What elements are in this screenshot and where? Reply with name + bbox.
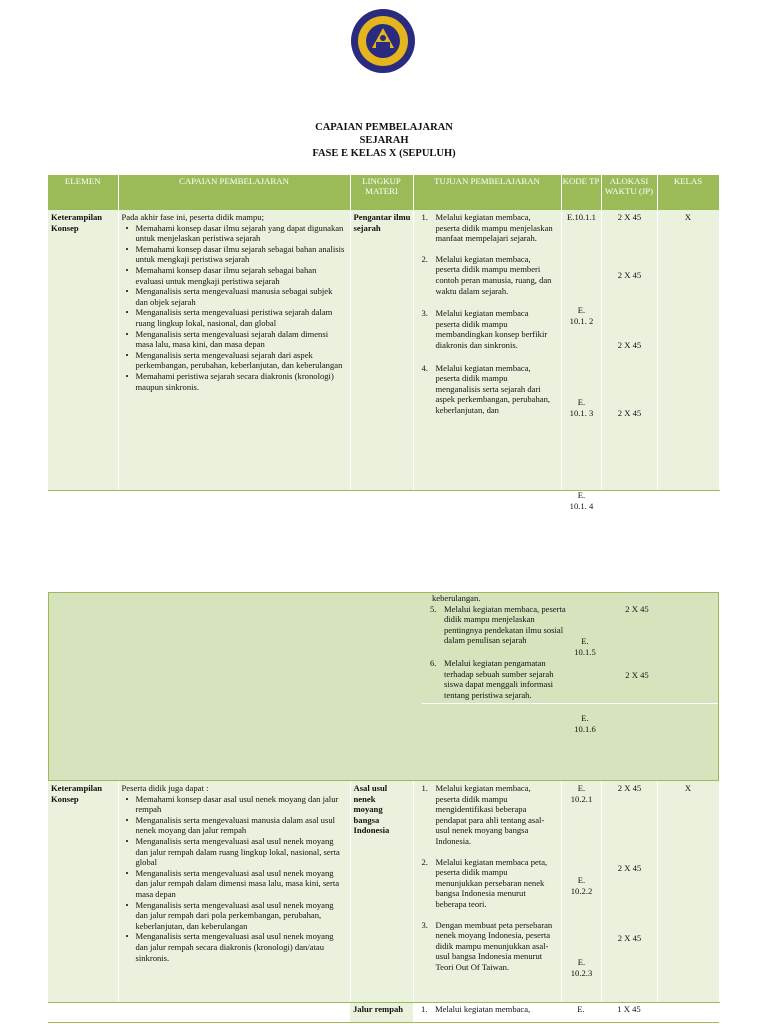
table-row [48,1002,719,1022]
capaian-cell [118,210,350,490]
kode-cell [561,210,601,511]
alokasi-value: 2 X 45 [617,340,642,350]
alokasi-value: 2 X 45 [625,670,649,680]
lingkup-cell: Asal usul nenek moyang bangsa Indonesia [350,781,413,1002]
elemen-cell: Keterampilan Konsep [48,781,118,1002]
alokasi-cell [601,781,657,1002]
capaian-intro: Pada akhir fase ini, peserta didik mampu; [121,212,264,222]
elemen-cell: Keterampilan Konsep [48,210,118,490]
table-row [48,781,719,1002]
continuation-block [48,592,719,781]
row-divider [422,703,718,704]
kode-value: E. 10.1. 2 [569,305,594,326]
alokasi-value: 2 X 45 [617,270,642,280]
list-item: • Menganalisis serta mengevaluasi manusia sebagai subjek dan objek sejarah [136,286,346,307]
header-tujuan: TUJUAN PEMBELAJARAN [413,175,561,210]
tujuan-list [422,604,570,701]
list-item: 1. Melalui kegiatan membaca, peserta didik mampu menjelaskan manfaat mempelajari sejarah. [421,212,553,244]
tujuan-list [420,212,555,416]
kode-value: E. 10.2.3 [570,957,593,978]
alokasi-cell [601,210,657,490]
header-lingkup: LINGKUP MATERI [350,175,413,210]
kelas-cell: X [657,210,719,490]
list-item: 3. Dengan membuat peta persebaran nenek moyang Indonesia, peserta didik mampu menunjukkan asal-usul bangsa Indonesia menurut Teori Out Of Taiwan. [421,919,553,972]
list-item: 1. Melalui kegiatan membaca, [421,1003,531,1014]
header-kode: KODE TP [561,175,601,210]
table-row [48,210,719,490]
list-item: • Menganalisis serta mengevaluasi peristiwa sejarah dalam ruang lingkup lokal, nasional, dan global [136,307,346,328]
alokasi-value: 2 X 45 [625,604,649,614]
tujuan-cell [413,1002,561,1022]
kode-value: E. 10.1.5 [574,636,596,657]
kelas-cell: X [657,781,719,1002]
capaian-list [122,223,346,393]
capaian-list [122,794,346,964]
doc-subject: SEJARAH [359,135,409,146]
alokasi-value: 2 X 45 [617,408,642,418]
header-elemen: ELEMEN [48,175,118,210]
kode-value: E. 10.1.6 [574,713,596,734]
header-kelas: KELAS [657,175,719,210]
list-item: • Menganalisis serta mengevaluasi asal usul nenek moyang dan jalur rempah secara diakronis (kronologi) dan/atau sinkronis. [136,931,346,963]
alokasi-value: 2 X 45 [617,933,642,943]
list-item: • Menganalisis serta mengevaluasi manusia dalam asal usul nenek moyang dan jalur rempah [136,815,346,836]
list-item: • Memahami peristiwa sejarah secara diakronis (kronologi) maupun sinkronis. [136,371,346,392]
tujuan-cell [413,781,561,1002]
alokasi-value: 2 X 45 [617,863,642,873]
list-item: • Menganalisis serta mengevaluasi sejarah dari aspek perkembangan, perubahan, keberlanjutan, dan keberulangan [136,350,346,371]
list-item: • Memahami konsep dasar asal usul nenek moyang dan jalur rempah [136,794,346,815]
curriculum-table [48,175,720,511]
capaian-cell [118,781,350,1002]
list-item: 3. Melalui kegiatan membaca peserta didik mampu membandingkan konsep berfikir diakronis dan sinkronis. [421,308,548,350]
table-header-row [48,175,719,210]
kode-value: E. [561,1002,601,1022]
list-item: 2. Melalui kegiatan membaca, peserta didik mampu memberi contoh peran manusia, ruang, dan waktu dalam sejarah. [421,253,552,296]
header-alokasi: ALOKASI WAKTU (JP) [601,175,657,210]
lingkup-cell: Jalur rempah [350,1002,413,1022]
kode-value: E.10.1.1 [567,212,596,222]
list-item: 6. Melalui kegiatan pengamatan terhadap sebuah sumber sejarah siswa dapat menggali informasi tentang peristiwa sejarah. [430,657,554,700]
kode-cell [561,781,601,1002]
kode-value: E. 10.2.1 [570,783,593,804]
alokasi-value: 1 X 45 [601,1002,657,1022]
list-item: • Memahami konsep dasar ilmu sejarah sebagai bahan analisis untuk mengkaji peristiwa sejarah [136,244,346,265]
kode-value: E. 10.1. 3 [569,397,594,418]
alokasi-value: 2 X 45 [617,212,642,222]
kode-value: E. 10.1. 4 [569,490,594,511]
list-item: • Menganalisis serta mengevaluasi asal usul nenek moyang dan jalur rempah dari pola perkembangan, perubahan, keberlanjutan, dan keberulangan [136,900,346,932]
alokasi-value: 2 X 45 [617,783,642,793]
university-logo [350,8,416,74]
list-item: 5. Melalui kegiatan membaca, peserta didik mampu menjelaskan pentingnya pendekatan ilmu sosial dalam penulisan sejarah [430,603,566,646]
list-item: • Menganalisis serta mengevaluasi asal usul nenek moyang dan jalur rempah dalam ruang lingkup lokal, nasional, serta global [136,836,346,868]
tujuan-cell [413,210,561,490]
lingkup-cell: Pengantar ilmu sejarah [350,210,413,490]
curriculum-table-continued [48,781,720,1023]
list-item: • Memahami konsep dasar ilmu sejarah sebagai bahan evaluasi untuk mengkaji peristiwa sejarah [136,265,346,286]
tujuan-list [420,783,555,973]
tujuan-continuation [422,593,570,700]
doc-phase: FASE E KELAS X (SEPULUH) [312,148,456,159]
list-item: • Memahami konsep dasar ilmu sejarah yang dapat digunakan untuk menjelaskan peristiwa sejarah [136,223,346,244]
list-item: • Menganalisis serta mengevaluasi asal usul nenek moyang dan jalur rempah dalam dimensi masa lalu, masa kini, serta masa depan [136,868,346,900]
header-capaian: CAPAIAN PEMBELAJARAN [118,175,350,210]
doc-title: CAPAIAN PEMBELAJARAN [315,122,453,133]
kode-value: E. 10.2.2 [570,875,593,896]
list-item: 4. Melalui kegiatan membaca, peserta didik mampu menganalisis serta sejarah dari aspek perkembangan, perubahan, keberlanjutan, dan [421,362,551,415]
tujuan-tail: keberulangan. [432,593,481,603]
list-item: • Menganalisis serta mengevaluasi sejarah dalam dimensi masa lalu, masa kini, dan masa depan [136,329,346,350]
list-item: 1. Melalui kegiatan membaca, peserta didik mampu mengidentifikasi beberapa pendapat para ahli tentang asal-usul nenek moyang bangsa Indonesia. [421,783,545,846]
capaian-intro: Peserta didik juga dapat : [121,783,209,793]
list-item: 2. Melalui kegiatan membaca peta, peserta didik mampu menunjukkan persebaran nenek bangsa Indonesia menurut beberapa teori. [421,856,548,909]
